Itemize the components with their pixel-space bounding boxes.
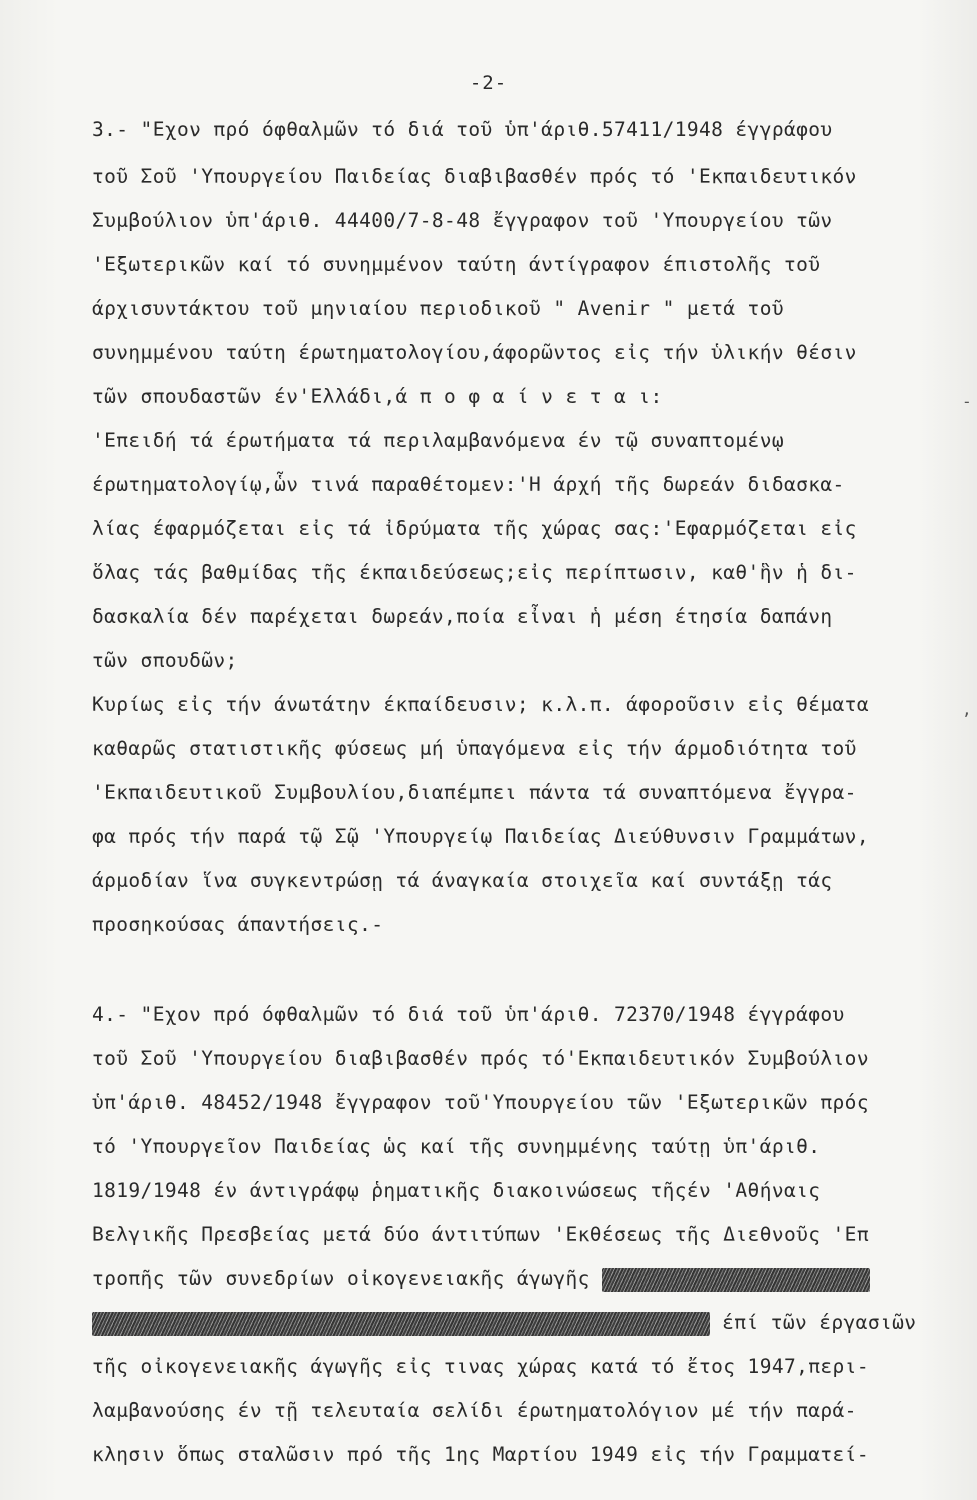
text-line: 1819/1948 έν άντιγράφῳ ῥηματικῆς διακοινώσεως τῆςέν 'Αθήναις <box>92 1179 821 1202</box>
text-line: καθαρῶς στατιστικῆς φύσεως μή ὑπαγόμενα εἰς τήν άρμοδιότητα τοῦ <box>92 737 857 760</box>
text-line: 4.- "Εχον πρό όφθαλμῶν τό διά τοῦ ὑπ'άριθ. 72370/1948 έγγράφου <box>92 1003 845 1026</box>
text-fragment: έπί τῶν έργασιῶν <box>722 1311 917 1334</box>
text-line: τοῦ Σοῦ 'Υπουργείου Παιδείας διαβιβασθέν πρός τό 'Εκπαιδευτικόν <box>92 165 857 188</box>
text-line: τοῦ Σοῦ 'Υπουργείου διαβιβασθέν πρός τό'Εκπαιδευτικόν Συμβούλιον <box>92 1047 869 1070</box>
text-line: 'Εξωτερικῶν καί τό συνημμένον ταύτη άντίγραφον έπιστολῆς τοῦ <box>92 253 821 276</box>
text-line: έρωτηματολογίῳ,ὧν τινά παραθέτομεν:'Η άρχή τῆς δωρεάν διδασκα- <box>92 473 845 496</box>
text-line <box>92 1267 957 1292</box>
page-number: -2- <box>469 72 508 94</box>
text-line: δασκαλία δέν παρέχεται δωρεάν,ποία εἶναι ἡ μέση έτησία δαπάνη <box>92 605 833 628</box>
struck-out-text <box>92 1312 710 1336</box>
text-line: Κυρίως εἰς τήν άνωτάτην έκπαίδευσιν; κ.λ.π. άφοροῦσιν εἰς θέματα <box>92 693 869 716</box>
text-line: 'Εκπαιδευτικοῦ Συμβουλίου,διαπέμπει πάντα τά συναπτόμενα ἔγγρα- <box>92 781 857 804</box>
text-line: Βελγικῆς Πρεσβείας μετά δύο άντιτύπων 'Εκθέσεως τῆς Διεθνοῦς 'Επ <box>92 1223 869 1246</box>
struck-out-text <box>602 1268 870 1292</box>
text-line: προσηκούσας άπαντήσεις.- <box>92 913 384 936</box>
text-line: τῶν σπουδαστῶν έν'Ελλάδι,ά π ο φ α ί ν ε τ α ι: <box>92 385 663 408</box>
text-line: 3.- "Εχον πρό όφθαλμῶν τό διά τοῦ ὑπ'άριθ.57411/1948 έγγράφου <box>92 118 833 141</box>
text-line: άρμοδίαν ἵνα συγκεντρώσῃ τά άναγκαία στοιχεῖα καί συντάξῃ τάς <box>92 869 833 892</box>
text-line: συνημμένου ταύτη έρωτηματολογίου,άφορῶντος εἰς τήν ὑλικήν θέσιν <box>92 341 857 364</box>
text-line: λαμβανούσης έν τῇ τελευταία σελίδι έρωτηματολόγιον μέ τήν παρά- <box>92 1399 857 1422</box>
text-line: 'Επειδή τά έρωτήματα τά περιλαμβανόμενα έν τῷ συναπτομένῳ <box>92 429 784 452</box>
text-line: τό 'Υπουργεῖον Παιδείας ὡς καί τῆς συνημμένης ταύτῃ ὑπ'άριθ. <box>92 1135 821 1158</box>
margin-dash-mark: - <box>962 392 972 411</box>
text-line: φα πρός τήν παρά τῷ Σῷ 'Υπουργείῳ Παιδείας Διεύθυνσιν Γραμμάτων, <box>92 825 869 848</box>
text-line: κλησιν ὅπως σταλῶσιν πρό τῆς 1ης Μαρτίου 1949 εἰς τήν Γραμματεί- <box>92 1443 869 1466</box>
text-line: τῶν σπουδῶν; <box>92 649 238 672</box>
text-line: ὑπ'άριθ. 48452/1948 ἔγγραφον τοῦ'Υπουργείου τῶν 'Εξωτερικῶν πρός <box>92 1091 869 1114</box>
text-line: Συμβούλιον ὑπ'άριθ. 44400/7-8-48 ἔγγραφον τοῦ 'Υπουργείου τῶν <box>92 209 833 232</box>
text-line: τῆς οἰκογενειακῆς άγωγῆς εἰς τινας χώρας κατά τό ἔτος 1947,περι- <box>92 1355 869 1378</box>
margin-dot-mark: , <box>962 700 972 719</box>
text-fragment: τροπῆς τῶν συνεδρίων οἰκογενειακῆς άγωγῆς <box>92 1267 590 1290</box>
text-line: ὅλας τάς βαθμίδας τῆς έκπαιδεύσεως;εἰς περίπτωσιν, καθ'ἣν ἡ δι- <box>92 561 857 584</box>
text-line: λίας έφαρμόζεται εἰς τά ἰδρύματα τῆς χώρας σας:'Εφαρμόζεται εἰς <box>92 517 857 540</box>
text-line: άρχισυντάκτου τοῦ μηνιαίου περιοδικοῦ " Avenir " μετά τοῦ <box>92 297 784 320</box>
text-line <box>92 1311 957 1336</box>
